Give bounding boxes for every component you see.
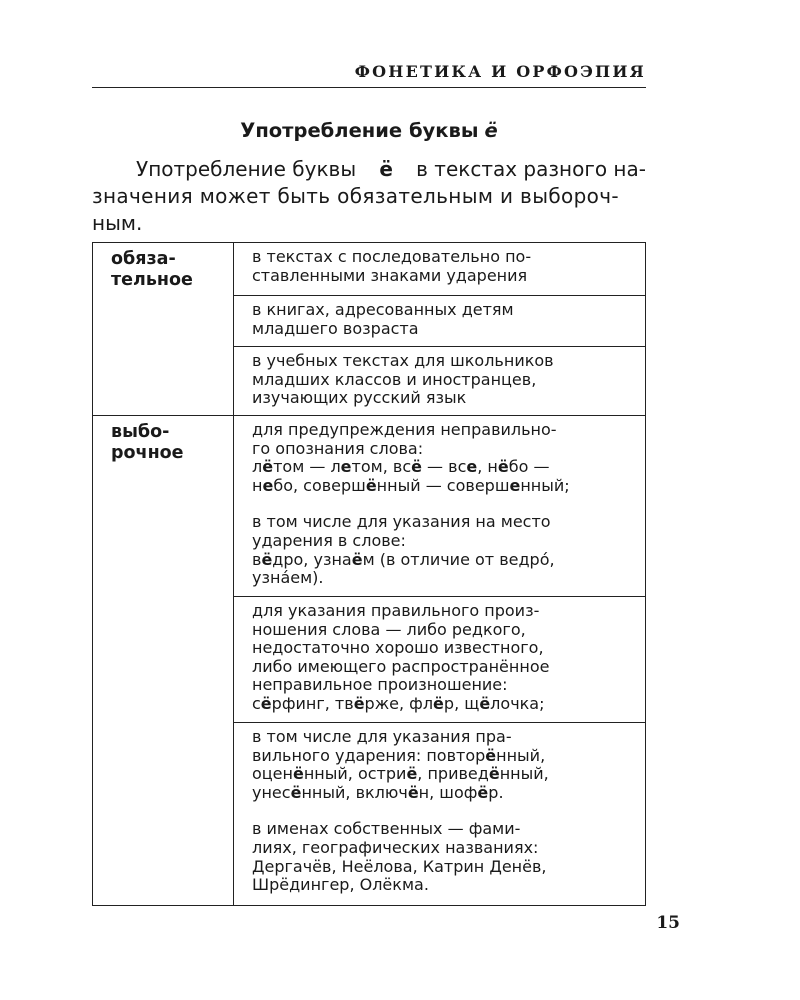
- desc-line: изучающих русский язык: [252, 388, 467, 408]
- desc-line: недостаточно хорошо известного,: [252, 638, 544, 658]
- section-title-text: Употребление буквы: [240, 119, 479, 142]
- header-rule: [92, 87, 646, 88]
- description-cell: [234, 723, 646, 906]
- desc-line: ставленными знаками ударения: [252, 265, 528, 285]
- desc-line: младшего возраста: [252, 318, 419, 338]
- category-label: [93, 243, 233, 291]
- desc-line: для указания правильного произ-: [252, 601, 540, 620]
- example-line: небо, совершённый — совершенный;: [252, 475, 570, 495]
- category-line: рочное: [111, 443, 184, 463]
- example-line: унесённый, включён, шофёр.: [252, 782, 504, 802]
- intro-line-1: [92, 156, 646, 183]
- intro-line-2: значения может быть обязательным и выбороч-: [92, 184, 619, 208]
- desc-line: в именах собственных — фами-: [252, 819, 521, 839]
- intro-text: в текстах разного на-: [416, 157, 646, 181]
- category-cell-mandatory: [93, 243, 234, 416]
- category-cell-optional: [93, 416, 234, 906]
- desc-line: в книгах, адресованных детям: [252, 300, 514, 319]
- desc-line: ударения в слове:: [252, 530, 406, 550]
- category-line: выбо-: [111, 422, 170, 442]
- desc-line: узна́ем).: [252, 568, 324, 588]
- desc-line: Дергачёв, Неёлова, Катрин Денёв,: [252, 856, 547, 876]
- running-head: ФОНЕТИКА И ОРФОЭПИЯ: [354, 62, 646, 81]
- page-number: 15: [656, 913, 680, 933]
- intro-letter: ё: [379, 157, 393, 181]
- desc-line: для предупреждения неправильно-: [252, 420, 557, 439]
- example-line: вильного ударения: повторённый,: [252, 745, 546, 765]
- example-line: оценённый, остриё, приведённый,: [252, 764, 549, 784]
- desc-line: неправильное произношение:: [252, 675, 508, 695]
- desc-line: ношения слова — либо редкого,: [252, 619, 526, 639]
- desc-line: в текстах с последовательно по-: [252, 247, 532, 266]
- category-line: тельное: [111, 270, 193, 290]
- desc-line: в том числе для указания на место: [252, 512, 551, 532]
- table-row: [93, 243, 646, 296]
- table-row: [93, 416, 646, 597]
- intro-paragraph: [92, 156, 646, 237]
- desc-line: либо имеющего распространённое: [252, 656, 550, 676]
- intro-line-3: ным.: [92, 211, 143, 235]
- description-cell: [234, 296, 646, 347]
- example-line: лётом — летом, всё — все, нёбо —: [252, 457, 550, 477]
- desc-line: в том числе для указания пра-: [252, 727, 512, 746]
- usage-table: [92, 242, 646, 906]
- desc-line: младших классов и иностранцев,: [252, 369, 537, 389]
- intro-text: Употребление буквы: [136, 157, 357, 181]
- description-cell: [234, 597, 646, 723]
- section-title-letter: ё: [484, 119, 498, 142]
- category-line: обяза-: [111, 249, 176, 269]
- category-label: [93, 416, 233, 464]
- description-cell: [234, 416, 646, 597]
- example-line: сёрфинг, твёрже, флёр, щёлочка;: [252, 693, 545, 713]
- desc-line: лиях, географических названиях:: [252, 837, 539, 857]
- desc-line: Шрёдингер, Олёкма.: [252, 875, 429, 895]
- description-cell: [234, 243, 646, 296]
- desc-line: го опознания слова:: [252, 438, 424, 458]
- desc-line: в учебных текстах для школьников: [252, 351, 554, 370]
- description-cell: [234, 347, 646, 416]
- section-title: [92, 119, 646, 142]
- example-line: вёдро, узнаём (в отличие от ведро́,: [252, 549, 555, 569]
